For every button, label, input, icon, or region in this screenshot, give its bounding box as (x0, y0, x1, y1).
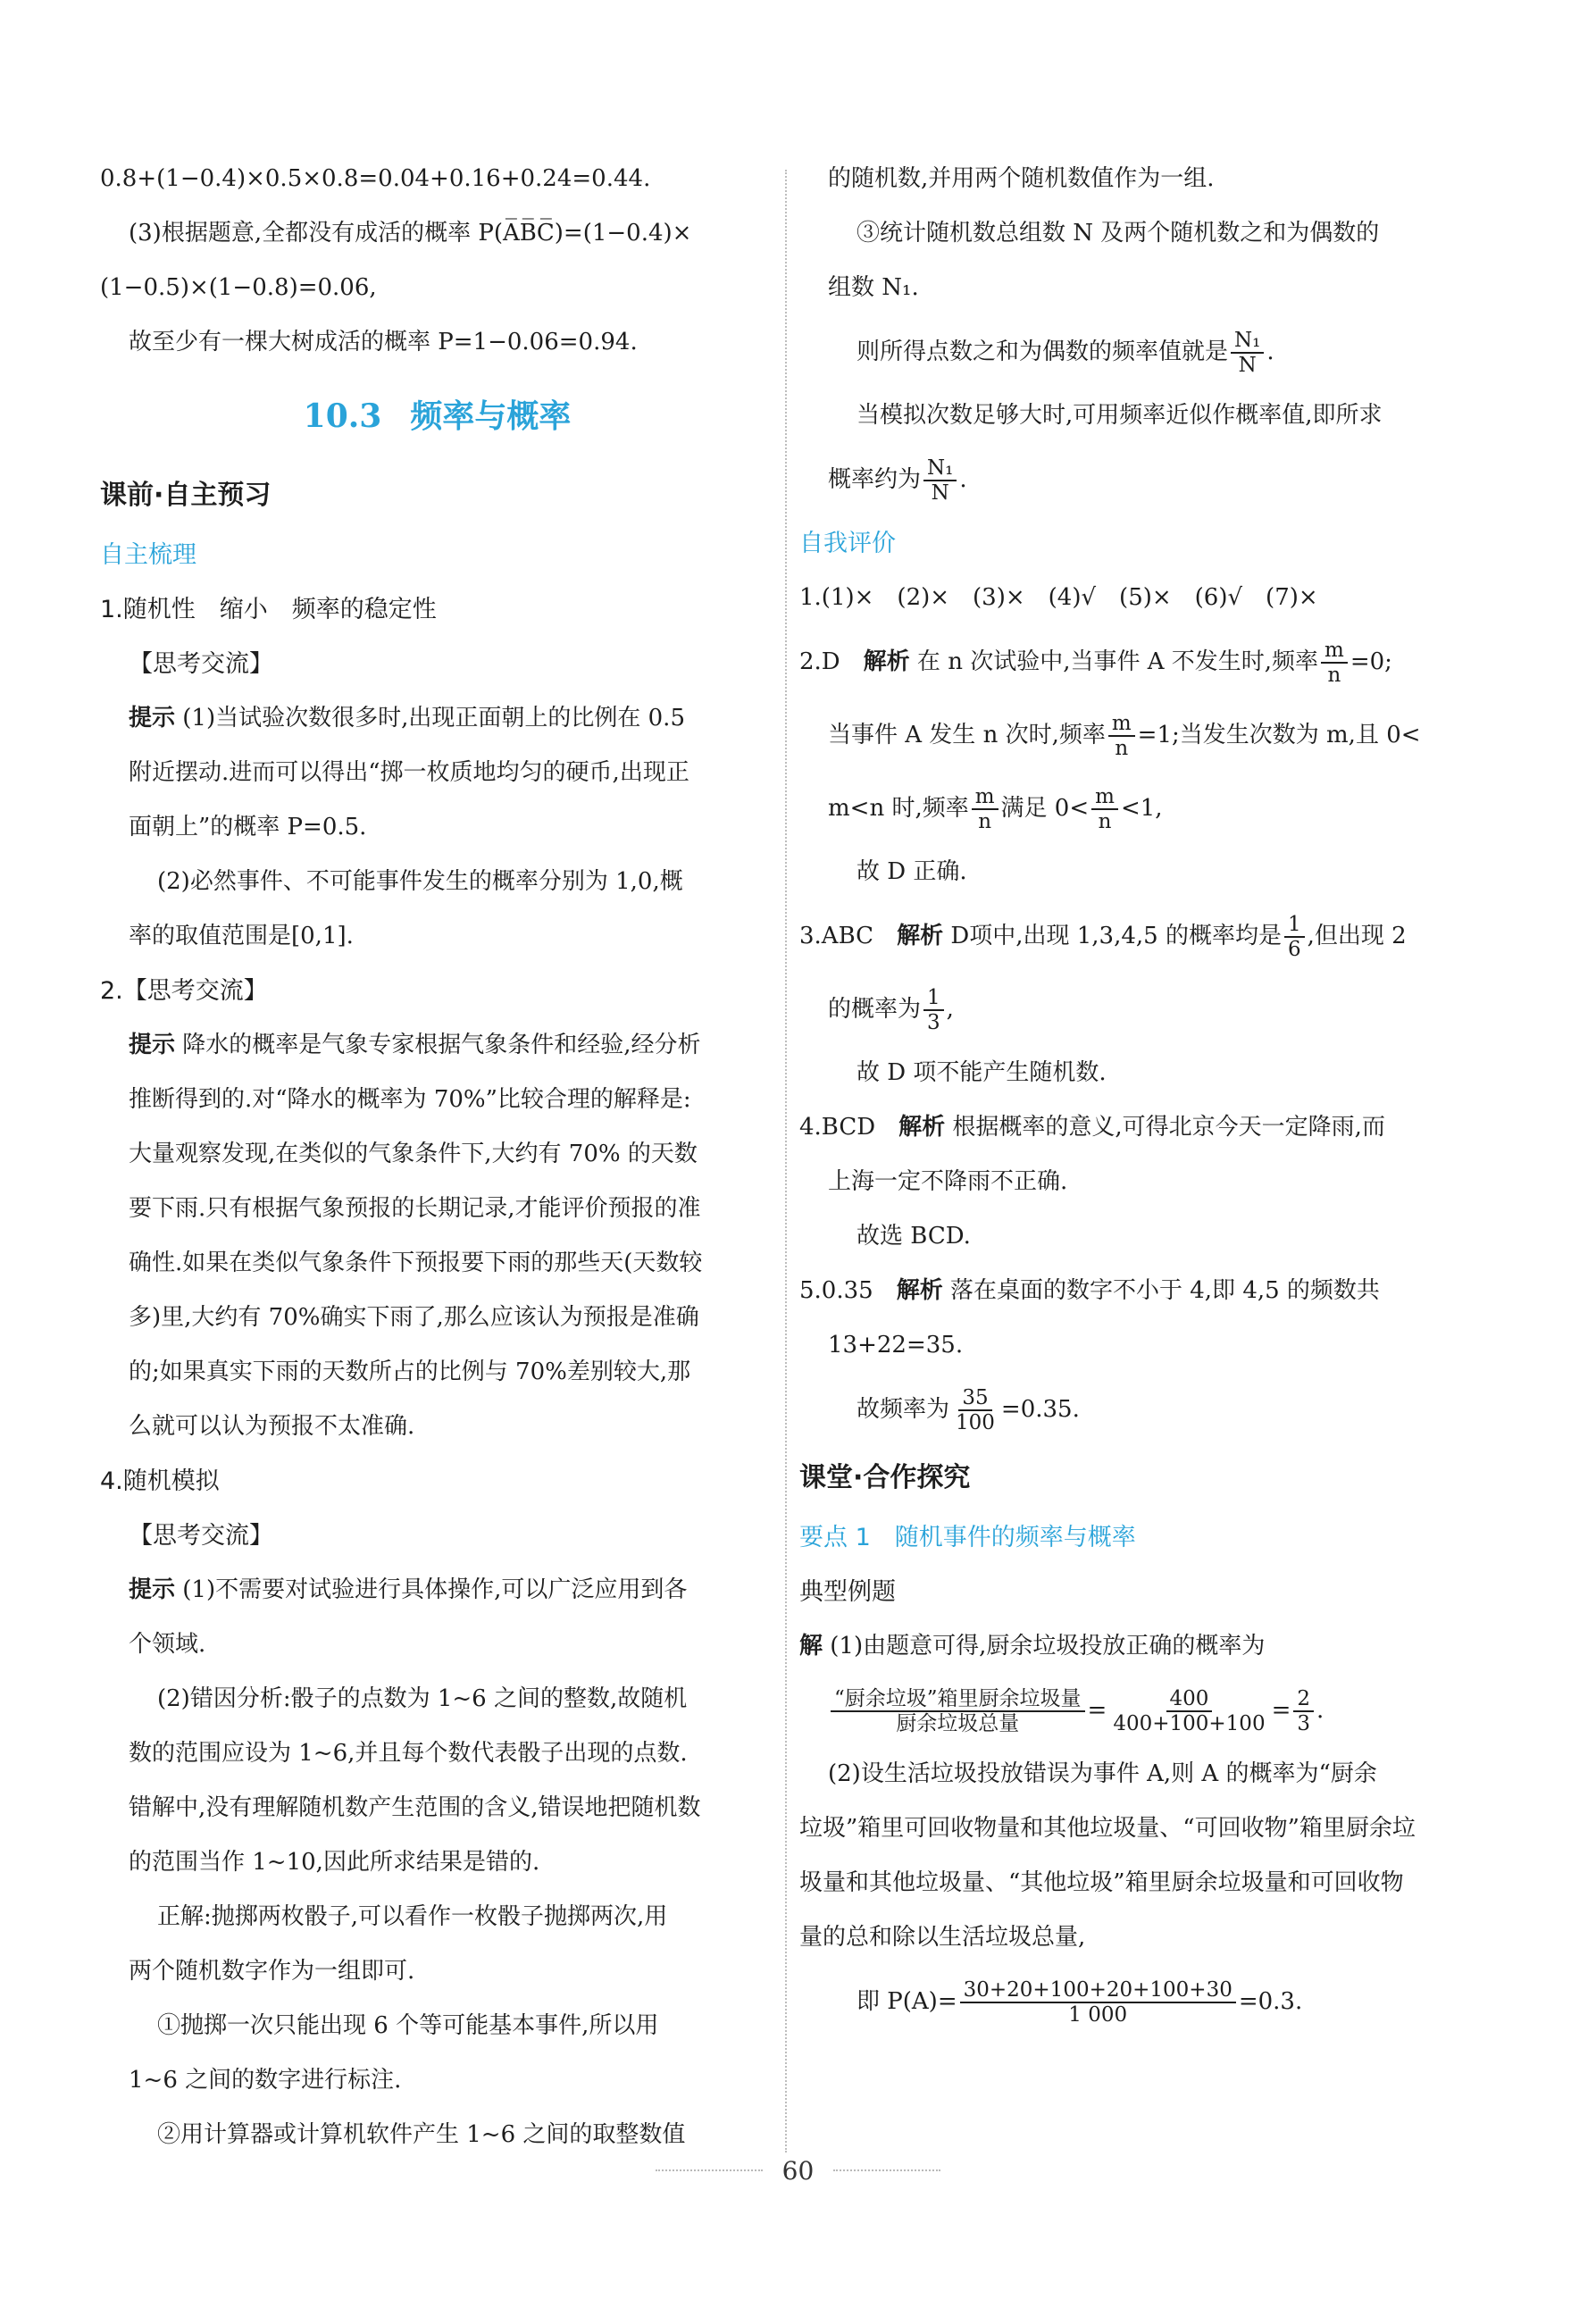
left-column (100, 152, 774, 2162)
subheading-evaluation: 自我评价 (799, 530, 896, 557)
fraction: $\frac{1}{6}$ (1284, 913, 1305, 962)
fraction: $\frac{m}{n}$ (1321, 639, 1348, 688)
solution-line: 解 (1)由题意可得,厨余垃圾投放正确的概率为 (799, 1633, 1266, 1659)
overline-expression: A̅B̅C̅ (503, 220, 555, 247)
answer-line: 4.BCD 解析 根据概率的意义,可得北京今天一定降雨,而 (799, 1114, 1385, 1141)
analysis-label: 解析 (898, 1114, 946, 1141)
page-footer (0, 2144, 1596, 2197)
hint-label: 提示 (129, 1576, 176, 1603)
fraction: $\frac{\text{“厨余垃圾”箱里厨余垃圾量}}{\text{厨余垃圾总量}}$ (831, 1687, 1085, 1736)
page-number: 60 (781, 2155, 815, 2186)
paragraph: 则所得点数之和为偶数的频率值就是 $\frac{\text{N₁}}{N}$ . (856, 328, 1274, 377)
answer-line: 3.ABC 解析 D项中,出现 1,3,4,5 的概率均是 $\frac{1}{6}$ ,但出现 2 (799, 912, 1407, 961)
answer-line: 的概率为 $\frac{1}{3}$ , (828, 985, 954, 1034)
solution-line: 量的总和除以生活垃圾总量, (799, 1924, 1086, 1951)
hint-line: 确性.如果在类似气象条件下预报要下雨的那些天(天数较 (129, 1250, 703, 1276)
fraction: $\frac{m}{n}$ (1108, 712, 1135, 761)
list-item: 2.【思考交流】 (100, 977, 268, 1005)
equation: $\frac{\text{“厨余垃圾”箱里厨余垃圾量}}{\text{厨余垃圾总量}}$ = $\frac{400}{400+100+100}$ = $\frac{2}{3}$ . (799, 1674, 1478, 1747)
answer-line: 故 D 正确. (856, 858, 967, 885)
heading-classroom: 课堂·合作探究 (799, 1462, 971, 1493)
answer-line: 上海一定不降雨不正确. (828, 1168, 1068, 1195)
hint-label: 提示 (129, 705, 176, 731)
paragraph: 组数 N₁. (828, 274, 919, 301)
section-name: 频率与概率 (410, 397, 572, 435)
hint-line: ①抛掷一次只能出现 6 个等可能基本事件,所以用 (157, 2012, 659, 2039)
footer-ornament (656, 2169, 763, 2171)
hint-line: 大量观察发现,在类似的气象条件下,大约有 70% 的天数 (129, 1141, 698, 1167)
hint-line: 提示 降水的概率是气象专家根据气象条件和经验,经分析 (129, 1032, 701, 1058)
answer-line: m<n 时,频率 $\frac{m}{n}$ 满足 0< $\frac{m}{n}$ <1, (828, 784, 1163, 833)
solution-line: (2)设生活垃圾投放错误为事件 A,则 A 的概率为“厨余 (828, 1760, 1377, 1787)
solution-line: 垃圾”箱里可回收物量和其他垃圾量、“可回收物”箱里厨余垃 (799, 1815, 1416, 1842)
hint-line: 的;如果真实下雨的天数所占的比例与 70%差别较大,那 (129, 1358, 691, 1385)
analysis-label: 解析 (863, 648, 910, 675)
think-label: 【思考交流】 (129, 1522, 273, 1550)
solution-line: 圾量和其他垃圾量、“其他垃圾”箱里厨余垃圾量和可回收物 (799, 1869, 1404, 1896)
hint-line: 1~6 之间的数字进行标注. (129, 2067, 402, 2094)
fraction: $\frac{30+20+100+20+100+30}{1 000}$ (960, 1978, 1236, 2027)
paragraph: 当模拟次数足够大时,可用频率近似作概率值,即所求 (856, 402, 1383, 429)
answer-line: 故频率为 $\frac{35}{100}$ =0.35. (856, 1385, 1080, 1434)
hint-line: 的范围当作 1~10,因此所求结果是错的. (129, 1849, 540, 1876)
column-divider (785, 170, 787, 2153)
hint-line: 提示 (1)不需要对试验进行具体操作,可以广泛应用到各 (129, 1576, 688, 1603)
section-title (100, 370, 774, 464)
paragraph: (3)根据题意,全都没有成活的概率 P(A̅B̅C̅)=(1−0.4)× (129, 220, 692, 247)
paragraph: ③统计随机数总组数 N 及两个随机数之和为偶数的 (856, 220, 1380, 247)
hint-line: 要下雨.只有根据气象预报的长期记录,才能评价预报的准 (129, 1195, 701, 1222)
answer-line: 13+22=35. (828, 1332, 964, 1358)
list-item: 4.随机模拟 (100, 1467, 220, 1495)
fraction: $\frac{35}{100}$ (956, 1385, 995, 1434)
footer-ornament (833, 2169, 940, 2171)
analysis-label: 解析 (896, 1277, 943, 1304)
hint-line: 率的取值范围是[0,1]. (129, 923, 354, 949)
paragraph: 故至少有一棵大树成活的概率 P=1−0.06=0.94. (129, 329, 638, 355)
heading-preview: 课前·自主预习 (100, 480, 272, 511)
fraction: $\frac{400}{400+100+100}$ (1113, 1686, 1266, 1735)
answer-line: 1.(1)× (2)× (3)× (4)√ (5)× (6)√ (7)× (799, 584, 1318, 611)
answer-line: 当事件 A 发生 n 次时,频率 $\frac{m}{n}$ =1;当发生次数为 m,且 0< (828, 711, 1421, 760)
list-item: 1.随机性 缩小 频率的稳定性 (100, 596, 437, 623)
hint-line: 附近摆动.进而可以得出“掷一枚质地均匀的硬币,出现正 (129, 759, 689, 786)
hint-line: 数的范围应设为 1~6,并且每个数代表骰子出现的点数. (129, 1740, 688, 1767)
analysis-label: 解析 (897, 923, 944, 949)
solution-label: 解 (799, 1633, 823, 1659)
fraction: $\frac{m}{n}$ (972, 785, 999, 834)
answer-line: 故 D 项不能产生随机数. (856, 1059, 1107, 1086)
answer-line: 5.0.35 解析 落在桌面的数字不小于 4,即 4,5 的频数共 (799, 1277, 1380, 1304)
hint-line: 正解:抛掷两枚骰子,可以看作一枚骰子抛掷两次,用 (157, 1903, 668, 1930)
hint-line: 两个随机数字作为一组即可. (129, 1958, 415, 1985)
answer-line: 2.D 解析 在 n 次试验中,当事件 A 不发生时,频率 $\frac{m}{n}$ =0; (799, 638, 1392, 687)
hint-line: ②用计算器或计算机软件产生 1~6 之间的取整数值 (157, 2121, 686, 2148)
fraction: $\frac{1}{3}$ (923, 986, 944, 1035)
hint-line: 面朝上”的概率 P=0.5. (129, 814, 367, 840)
right-column (799, 152, 1478, 2038)
subheading-point: 要点 1 随机事件的频率与概率 (799, 1524, 1136, 1551)
hint-line: 错解中,没有理解随机数产生范围的含义,错误地把随机数 (129, 1794, 701, 1821)
fraction: $\frac{2}{3}$ (1293, 1687, 1314, 1736)
hint-line: 么就可以认为预报不太准确. (129, 1413, 415, 1440)
hint-line: (2)错因分析:骰子的点数为 1~6 之间的整数,故随机 (157, 1685, 688, 1712)
subheading-sorting: 自主梳理 (100, 541, 196, 569)
equation: 即 P(A)= $\frac{30+20+100+20+100+30}{1 000}$ =0.3. (856, 1977, 1303, 2027)
paragraph: 概率约为 $\frac{\text{N₁}}{N}$ . (828, 456, 967, 505)
hint-line: 个领域. (129, 1631, 206, 1658)
hint-line: 推断得到的.对“降水的概率为 70%”比较合理的解释是: (129, 1086, 691, 1113)
hint-line: (2)必然事件、不可能事件发生的概率分别为 1,0,概 (157, 868, 683, 895)
fraction: $\frac{\text{N₁}}{N}$ (923, 456, 957, 506)
answer-line: 故选 BCD. (856, 1223, 971, 1250)
example-label: 典型例题 (799, 1578, 896, 1606)
paragraph: 的随机数,并用两个随机数值作为一组. (828, 165, 1215, 192)
paragraph: 0.8+(1−0.4)×0.5×0.8=0.04+0.16+0.24=0.44. (100, 165, 651, 192)
fraction: $\frac{\text{N₁}}{N}$ (1231, 329, 1264, 378)
paragraph: (1−0.5)×(1−0.8)=0.06, (100, 274, 377, 301)
hint-line: 多)里,大约有 70%确实下雨了,那么应该认为预报是准确 (129, 1304, 699, 1331)
think-label: 【思考交流】 (129, 650, 273, 678)
hint-line: 提示 (1)当试验次数很多时,出现正面朝上的比例在 0.5 (129, 705, 685, 731)
fraction: $\frac{m}{n}$ (1091, 785, 1118, 834)
section-number: 10.3 (303, 397, 382, 435)
hint-label: 提示 (129, 1032, 176, 1058)
